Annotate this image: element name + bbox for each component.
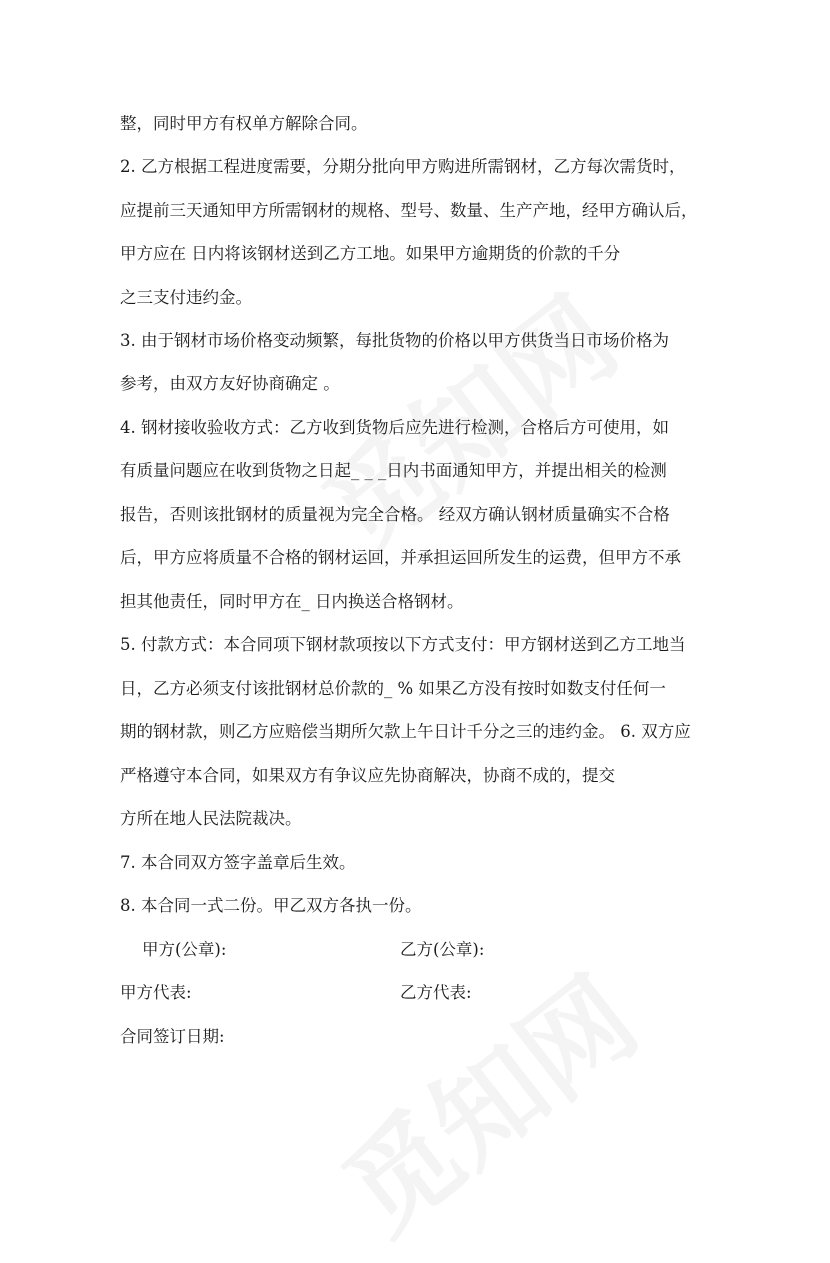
party-a-seal-label: 甲方(公章): [142,940,227,959]
contract-line: 7. 本合同双方签字盖章后生效。 [120,853,356,872]
contract-line: 日，乙方必须支付该批钢材总价款的_ % 如果乙方没有按时如数支付任何一 [120,679,666,698]
contract-line: 5. 付款方式：本合同项下钢材款项按以下方式支付：甲方钢材送到乙方工地当 [120,635,686,654]
contract-line: 整，同时甲方有权单方解除合同。 [120,114,368,133]
contract-line: 后，甲方应将质量不合格的钢材运回，并承担运回所发生的运费，但甲方不承 [120,548,681,567]
party-b-rep-label: 乙方代表: [400,983,472,1002]
party-b-seal-label: 乙方(公章): [400,940,485,959]
contract-line: 3. 由于钢材市场价格变动频繁，每批货物的价格以甲方供货当日市场价格为 [120,331,669,350]
watermark-lower [306,935,663,1263]
contract-line: 甲方应在 日内将该钢材送到乙方工地。如果甲方逾期货的价款的千分 [120,244,621,263]
contract-line: 之三支付违约金。 [120,288,252,307]
contract-line: 期的钢材款，则乙方应赔偿当期所欠款上午日计千分之三的违约金。 6. 双方应 [120,722,691,741]
contract-line: 有质量问题应在收到货物之日起_ _ _日内书面通知甲方，并提出相关的检测 [120,461,667,480]
contract-line: 8. 本合同一式二份。甲乙双方各执一份。 [120,896,422,915]
contract-line: 参考，由双方友好协商确定 。 [120,374,340,393]
contract-line: 方所在地人民法院裁决。 [120,809,302,828]
contract-line: 担其他责任，同时甲方在_ 日内换送合格钢材。 [120,592,464,611]
contract-line: 4. 钢材接收验收方式：乙方收到货物后应先进行检测，合格后方可使用，如 [120,418,669,437]
party-a-rep-label: 甲方代表: [120,983,192,1002]
sign-date-label: 合同签订日期: [120,1027,225,1046]
contract-line: 应提前三天通知甲方所需钢材的规格、型号、数量、生产产地，经甲方确认后， [120,201,698,220]
contract-line: 严格遵守本合同，如果双方有争议应先协商解决，协商不成的，提交 [120,766,615,785]
contract-line: 2. 乙方根据工程进度需要，分期分批向甲方购进所需钢材，乙方每次需货时， [120,157,686,176]
contract-line: 报告，否则该批钢材的质量视为完全合格。 经双方确认钢材质量确实不合格 [120,505,670,524]
